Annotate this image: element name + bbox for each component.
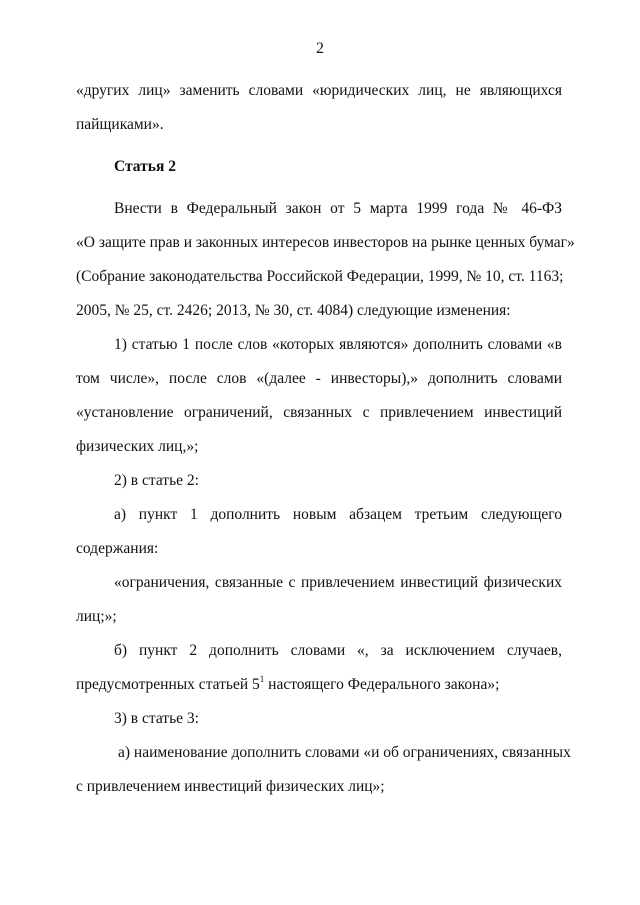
text-fragment: настоящего Федерального закона»;: [264, 676, 500, 693]
text-line: содержания:: [76, 540, 159, 557]
text-line: (Собрание законодательства Российской Федерации, 1999, № 10, ст. 1163;: [76, 268, 564, 285]
text-line: «других лиц» заменить словами «юридических лиц, не являющихся: [76, 82, 562, 99]
text-line: «ограничения, связанные с привлечением инвестиций физических: [114, 574, 562, 591]
text-line: а) пункт 1 дополнить новым абзацем третьим следующего: [114, 506, 562, 523]
text-line: том числе», после слов «(далее - инвесторы),» дополнить словами: [76, 370, 562, 387]
text-line: лиц;»;: [76, 608, 117, 625]
text-line: б) пункт 2 дополнить словами «, за исключением случаев,: [114, 642, 562, 659]
text-line: 1) статью 1 после слов «которых являются» дополнить словами «в: [114, 336, 562, 353]
text-line: «О защите прав и законных интересов инвесторов на рынке ценных бумаг»: [76, 234, 575, 251]
text-line: с привлечением инвестиций физических лиц»;: [76, 778, 385, 795]
text-line: 3) в статье 3:: [114, 710, 199, 727]
text-line: 2) в статье 2:: [114, 472, 199, 489]
text-line: 2005, № 25, ст. 2426; 2013, № 30, ст. 4084) следующие изменения:: [76, 302, 511, 319]
text-line: Внести в Федеральный закон от 5 марта 1999 года № 46-ФЗ: [114, 200, 562, 217]
text-line: а) наименование дополнить словами «и об ограничениях, связанных: [118, 744, 571, 761]
text-line: физических лиц,»;: [76, 438, 199, 455]
text-line: «установление ограничений, связанных с привлечением инвестиций: [76, 404, 562, 421]
article-heading: Статья 2: [114, 158, 176, 175]
page-number: 2: [316, 40, 324, 57]
text-fragment: предусмотренных статьей 5: [76, 676, 260, 693]
superscript: 1: [259, 674, 265, 684]
text-line: [76, 668, 562, 702]
text-line: пайщиками».: [76, 116, 164, 133]
document-body: [76, 74, 575, 804]
